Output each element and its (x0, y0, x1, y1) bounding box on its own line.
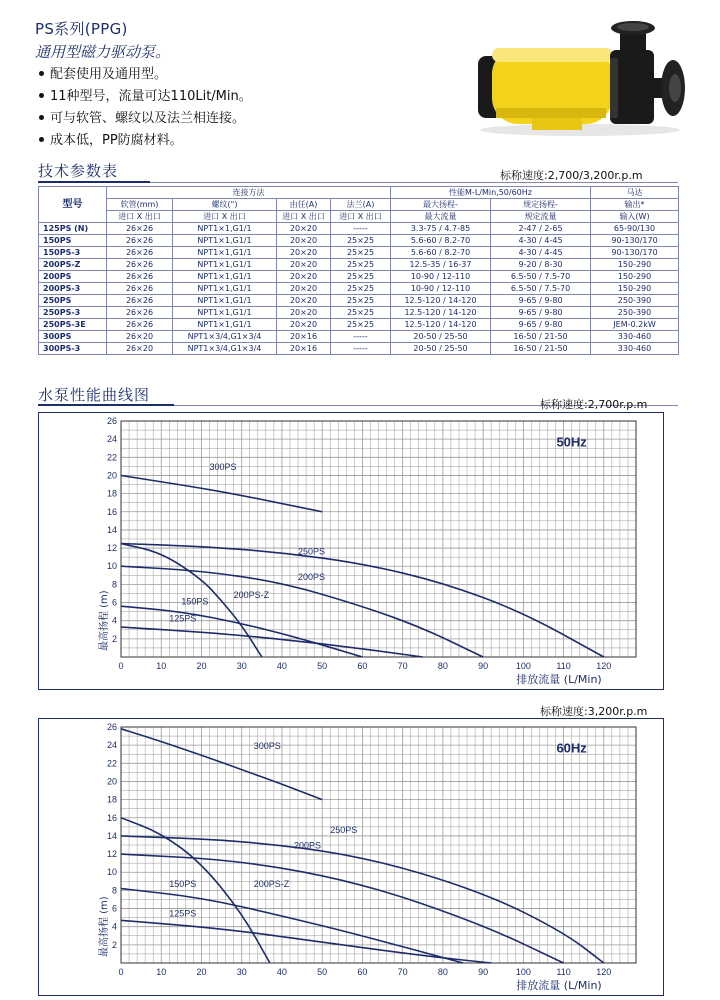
x-tick-label: 30 (236, 661, 247, 671)
x-tick-label: 20 (196, 967, 207, 977)
model-cell: 250PS-3E (39, 319, 107, 331)
x-axis-label: 排放流量 (L/Min) (516, 979, 602, 992)
chart-svg (39, 719, 663, 995)
curve-speed-label-60hz: 标称速度:3,200r.p.m (540, 705, 648, 718)
y-tick-label: 8 (111, 579, 117, 590)
connection-header: 连接方法 (107, 187, 391, 199)
table-cell: 26×26 (107, 271, 173, 283)
x-tick-label: 100 (515, 661, 531, 671)
series-label: 250PS (330, 825, 358, 836)
model-cell: 150PS (39, 235, 107, 247)
table-cell: JEM-0.2kW (591, 319, 679, 331)
series-label: 200PS-Z (253, 878, 290, 889)
x-tick-label: 90 (478, 967, 489, 977)
table-cell: NPT1×1,G1/1 (173, 247, 277, 259)
table-cell: NPT1×3/4,G1×3/4 (173, 331, 277, 343)
series-label: 300PS (253, 740, 281, 751)
table-cell: NPT1×1,G1/1 (173, 223, 277, 235)
table-cell: 26×20 (107, 343, 173, 355)
table-cell: 150-290 (591, 283, 679, 295)
sub-header: 螺纹(") (173, 199, 277, 211)
model-cell: 150PS-3 (39, 247, 107, 259)
table-row (39, 307, 679, 319)
table-cell: 250-390 (591, 307, 679, 319)
table-cell: 12.5-120 / 14-120 (391, 307, 491, 319)
x-tick-label: 120 (596, 661, 612, 671)
table-cell: 20×20 (277, 271, 331, 283)
table-cell: 330-460 (591, 331, 679, 343)
curve-section-title: 水泵性能曲线图 (38, 386, 151, 404)
x-tick-label: 80 (437, 967, 448, 977)
table-cell: 26×26 (107, 259, 173, 271)
model-cell: 300PS-3 (39, 343, 107, 355)
x-tick-label: 80 (437, 661, 448, 671)
table-cell: 6.5-50 / 7.5-70 (491, 283, 591, 295)
table-cell: 10-90 / 12-110 (391, 283, 491, 295)
y-tick-label: 2 (111, 939, 117, 950)
model-cell: 250PS (39, 295, 107, 307)
feature-item (35, 108, 252, 130)
y-tick-label: 20 (106, 470, 117, 481)
spec-section-title: 技术参数表 (38, 162, 119, 180)
y-tick-label: 4 (111, 615, 117, 626)
x-tick-label: 50 (317, 661, 328, 671)
table-cell: 26×20 (107, 331, 173, 343)
model-cell: 200PS-Z (39, 259, 107, 271)
table-cell: 150-290 (591, 259, 679, 271)
sub-header: 输入(W) (591, 211, 679, 223)
y-tick-label: 14 (106, 830, 117, 841)
table-cell: ----- (331, 343, 391, 355)
table-cell: 25×25 (331, 271, 391, 283)
feature-text: 配套使用及通用型。 (50, 67, 168, 82)
feature-item (35, 64, 252, 86)
model-cell: 300PS (39, 331, 107, 343)
sub-header: 法兰(A) (331, 199, 391, 211)
motor-header: 马达 (591, 187, 679, 199)
table-cell: 25×25 (331, 235, 391, 247)
y-tick-label: 6 (111, 597, 117, 608)
table-row (39, 271, 679, 283)
table-cell: 20×16 (277, 343, 331, 355)
table-cell: 330-460 (591, 343, 679, 355)
table-cell: 25×25 (331, 307, 391, 319)
x-tick-label: 110 (556, 661, 571, 671)
y-tick-label: 22 (106, 452, 117, 463)
table-row (39, 247, 679, 259)
sub-header: 进口 X 出口 (277, 211, 331, 223)
bullet-icon (39, 115, 44, 120)
model-cell: 125PS (N) (39, 223, 107, 235)
table-cell: 20×20 (277, 307, 331, 319)
sub-header: 进口 X 出口 (173, 211, 277, 223)
series-subtitle: 通用型磁力驱动泵。 (35, 43, 171, 61)
table-cell: 12.5-120 / 14-120 (391, 319, 491, 331)
sub-header: 最大流量 (391, 211, 491, 223)
bullet-icon (39, 137, 44, 142)
y-tick-label: 26 (106, 416, 117, 426)
table-cell: 26×26 (107, 247, 173, 259)
performance-chart-50hz (38, 412, 664, 690)
series-label: 300PS (209, 462, 237, 473)
table-cell: 26×26 (107, 223, 173, 235)
table-cell: 90-130/170 (591, 235, 679, 247)
y-tick-label: 16 (106, 506, 117, 517)
table-cell: 26×26 (107, 295, 173, 307)
table-cell: 20×20 (277, 319, 331, 331)
feature-item (35, 86, 252, 108)
table-cell: NPT1×1,G1/1 (173, 271, 277, 283)
y-tick-label: 12 (106, 543, 117, 554)
table-cell: 4-30 / 4-45 (491, 235, 591, 247)
x-tick-label: 60 (357, 967, 368, 977)
y-tick-label: 26 (106, 722, 117, 732)
feature-text: 11种型号，流量可达110Lit/Min。 (50, 89, 252, 104)
series-label: 150PS (181, 596, 209, 607)
sub-header: 进口 X 出口 (107, 211, 173, 223)
feature-text: 可与软管、螺纹以及法兰相连接。 (50, 111, 246, 126)
table-row (39, 331, 679, 343)
y-axis-label: 最高扬程 (m) (99, 896, 110, 958)
sub-header: 软管(mm) (107, 199, 173, 211)
y-tick-label: 2 (111, 633, 117, 644)
y-tick-label: 10 (106, 867, 117, 878)
table-cell: 9-65 / 9-80 (491, 319, 591, 331)
series-title: PS系列(PPG) (35, 20, 128, 38)
table-cell: 25×25 (331, 283, 391, 295)
table-cell: 16-50 / 21-50 (491, 331, 591, 343)
spec-table (38, 186, 679, 355)
table-cell: 26×26 (107, 283, 173, 295)
table-cell: 26×26 (107, 307, 173, 319)
performance-chart-60hz (38, 718, 664, 996)
table-cell: 65-90/130 (591, 223, 679, 235)
table-cell: 20×20 (277, 223, 331, 235)
chart-title: 60Hz (556, 740, 587, 756)
model-cell: 250PS-3 (39, 307, 107, 319)
table-cell: 90-130/170 (591, 247, 679, 259)
model-cell: 200PS (39, 271, 107, 283)
series-label: 200PS (294, 840, 322, 851)
y-tick-label: 14 (106, 524, 117, 535)
curve-speed-label-50hz: 标称速度:2,700r.p.m (540, 398, 648, 411)
series-line-300ps (121, 729, 322, 800)
x-tick-label: 120 (596, 967, 612, 977)
x-tick-label: 40 (276, 967, 287, 977)
y-tick-label: 24 (106, 740, 117, 751)
x-tick-label: 100 (515, 967, 531, 977)
table-cell: NPT1×1,G1/1 (173, 235, 277, 247)
chart-svg (39, 413, 663, 689)
table-cell: NPT1×1,G1/1 (173, 259, 277, 271)
table-cell: 20-50 / 25-50 (391, 343, 491, 355)
series-label: 200PS-Z (233, 590, 270, 600)
sub-header: 最大扬程- (391, 199, 491, 211)
table-row (39, 283, 679, 295)
sub-header: 规定扬程- (491, 199, 591, 211)
sub-header: 由任(A) (277, 199, 331, 211)
table-cell: 20×20 (277, 283, 331, 295)
table-cell: 20×20 (277, 259, 331, 271)
x-tick-label: 0 (118, 967, 124, 977)
series-label: 200PS (298, 571, 326, 582)
x-tick-label: 10 (156, 967, 167, 977)
pump-product-image (470, 18, 692, 143)
x-tick-label: 30 (236, 967, 247, 977)
table-cell: 9-65 / 9-80 (491, 307, 591, 319)
series-label: 125PS (169, 908, 197, 919)
x-axis-label: 排放流量 (L/Min) (516, 673, 602, 686)
table-cell: 20×20 (277, 247, 331, 259)
performance-header: 性能M-L/Min,50/60Hz (391, 187, 591, 199)
table-cell: 25×25 (331, 295, 391, 307)
table-cell: NPT1×1,G1/1 (173, 319, 277, 331)
table-cell: 12.5-35 / 16-37 (391, 259, 491, 271)
bullet-icon (39, 93, 44, 98)
table-cell: 5.6-60 / 8.2-70 (391, 235, 491, 247)
chart-title: 50Hz (556, 434, 587, 450)
table-cell: 25×25 (331, 259, 391, 271)
y-tick-label: 18 (106, 488, 117, 499)
y-tick-label: 22 (106, 758, 117, 769)
series-label: 150PS (169, 878, 197, 889)
table-cell: NPT1×1,G1/1 (173, 283, 277, 295)
series-label: 250PS (298, 546, 326, 557)
model-cell: 200PS-3 (39, 283, 107, 295)
spec-table-body (39, 223, 679, 355)
table-cell: 25×25 (331, 247, 391, 259)
y-tick-label: 24 (106, 434, 117, 445)
table-cell: ----- (331, 223, 391, 235)
table-cell: NPT1×1,G1/1 (173, 307, 277, 319)
feature-list (35, 64, 252, 152)
y-tick-label: 16 (106, 812, 117, 823)
table-cell: ----- (331, 331, 391, 343)
model-header: 型号 (39, 187, 107, 223)
bullet-icon (39, 71, 44, 76)
sub-header: 输出* (591, 199, 679, 211)
table-cell: 4-30 / 4-45 (491, 247, 591, 259)
y-tick-label: 4 (111, 921, 117, 932)
x-tick-label: 40 (276, 661, 287, 671)
feature-item (35, 130, 252, 152)
table-cell: 10-90 / 12-110 (391, 271, 491, 283)
table-row (39, 343, 679, 355)
x-tick-label: 50 (317, 967, 328, 977)
feature-text: 成本低，PP防腐材料。 (50, 133, 183, 148)
y-tick-label: 6 (111, 903, 117, 914)
x-tick-label: 70 (397, 967, 408, 977)
y-tick-label: 18 (106, 794, 117, 805)
y-axis-label: 最高扬程 (m) (99, 590, 110, 652)
x-tick-label: 20 (196, 661, 207, 671)
sub-header: 规定流量 (491, 211, 591, 223)
table-cell: 5.6-60 / 8.2-70 (391, 247, 491, 259)
table-cell: NPT1×3/4,G1×3/4 (173, 343, 277, 355)
table-cell: 150-290 (591, 271, 679, 283)
table-cell: 20×16 (277, 331, 331, 343)
x-tick-label: 70 (397, 661, 408, 671)
table-row (39, 295, 679, 307)
table-cell: 16-50 / 21-50 (491, 343, 591, 355)
table-row (39, 235, 679, 247)
x-tick-label: 60 (357, 661, 368, 671)
table-row (39, 319, 679, 331)
table-cell: NPT1×1,G1/1 (173, 295, 277, 307)
table-cell: 12.5-120 / 14-120 (391, 295, 491, 307)
x-tick-label: 0 (118, 661, 124, 671)
y-tick-label: 10 (106, 561, 117, 572)
table-cell: 20-50 / 25-50 (391, 331, 491, 343)
table-cell: 3.3-75 / 4.7-85 (391, 223, 491, 235)
table-cell: 250-390 (591, 295, 679, 307)
table-cell: 6.5-50 / 7.5-70 (491, 271, 591, 283)
table-cell: 20×20 (277, 295, 331, 307)
table-cell: 20×20 (277, 235, 331, 247)
y-tick-label: 8 (111, 885, 117, 896)
x-tick-label: 10 (156, 661, 167, 671)
y-tick-label: 12 (106, 849, 117, 860)
sub-header: 进口 X 出口 (331, 211, 391, 223)
table-cell: 9-65 / 9-80 (491, 295, 591, 307)
table-cell: 9-20 / 8-30 (491, 259, 591, 271)
table-cell: 26×26 (107, 235, 173, 247)
table-cell: 26×26 (107, 319, 173, 331)
series-label: 125PS (169, 613, 197, 624)
table-cell: 2-47 / 2-65 (491, 223, 591, 235)
y-tick-label: 20 (106, 776, 117, 787)
spec-speed-label: 标称速度:2,700/3,200r.p.m (500, 169, 643, 182)
table-row (39, 223, 679, 235)
x-tick-label: 110 (556, 967, 571, 977)
x-tick-label: 90 (478, 661, 489, 671)
section-underline (38, 181, 150, 183)
table-row (39, 259, 679, 271)
section-underline (38, 404, 174, 406)
table-cell: 25×25 (331, 319, 391, 331)
